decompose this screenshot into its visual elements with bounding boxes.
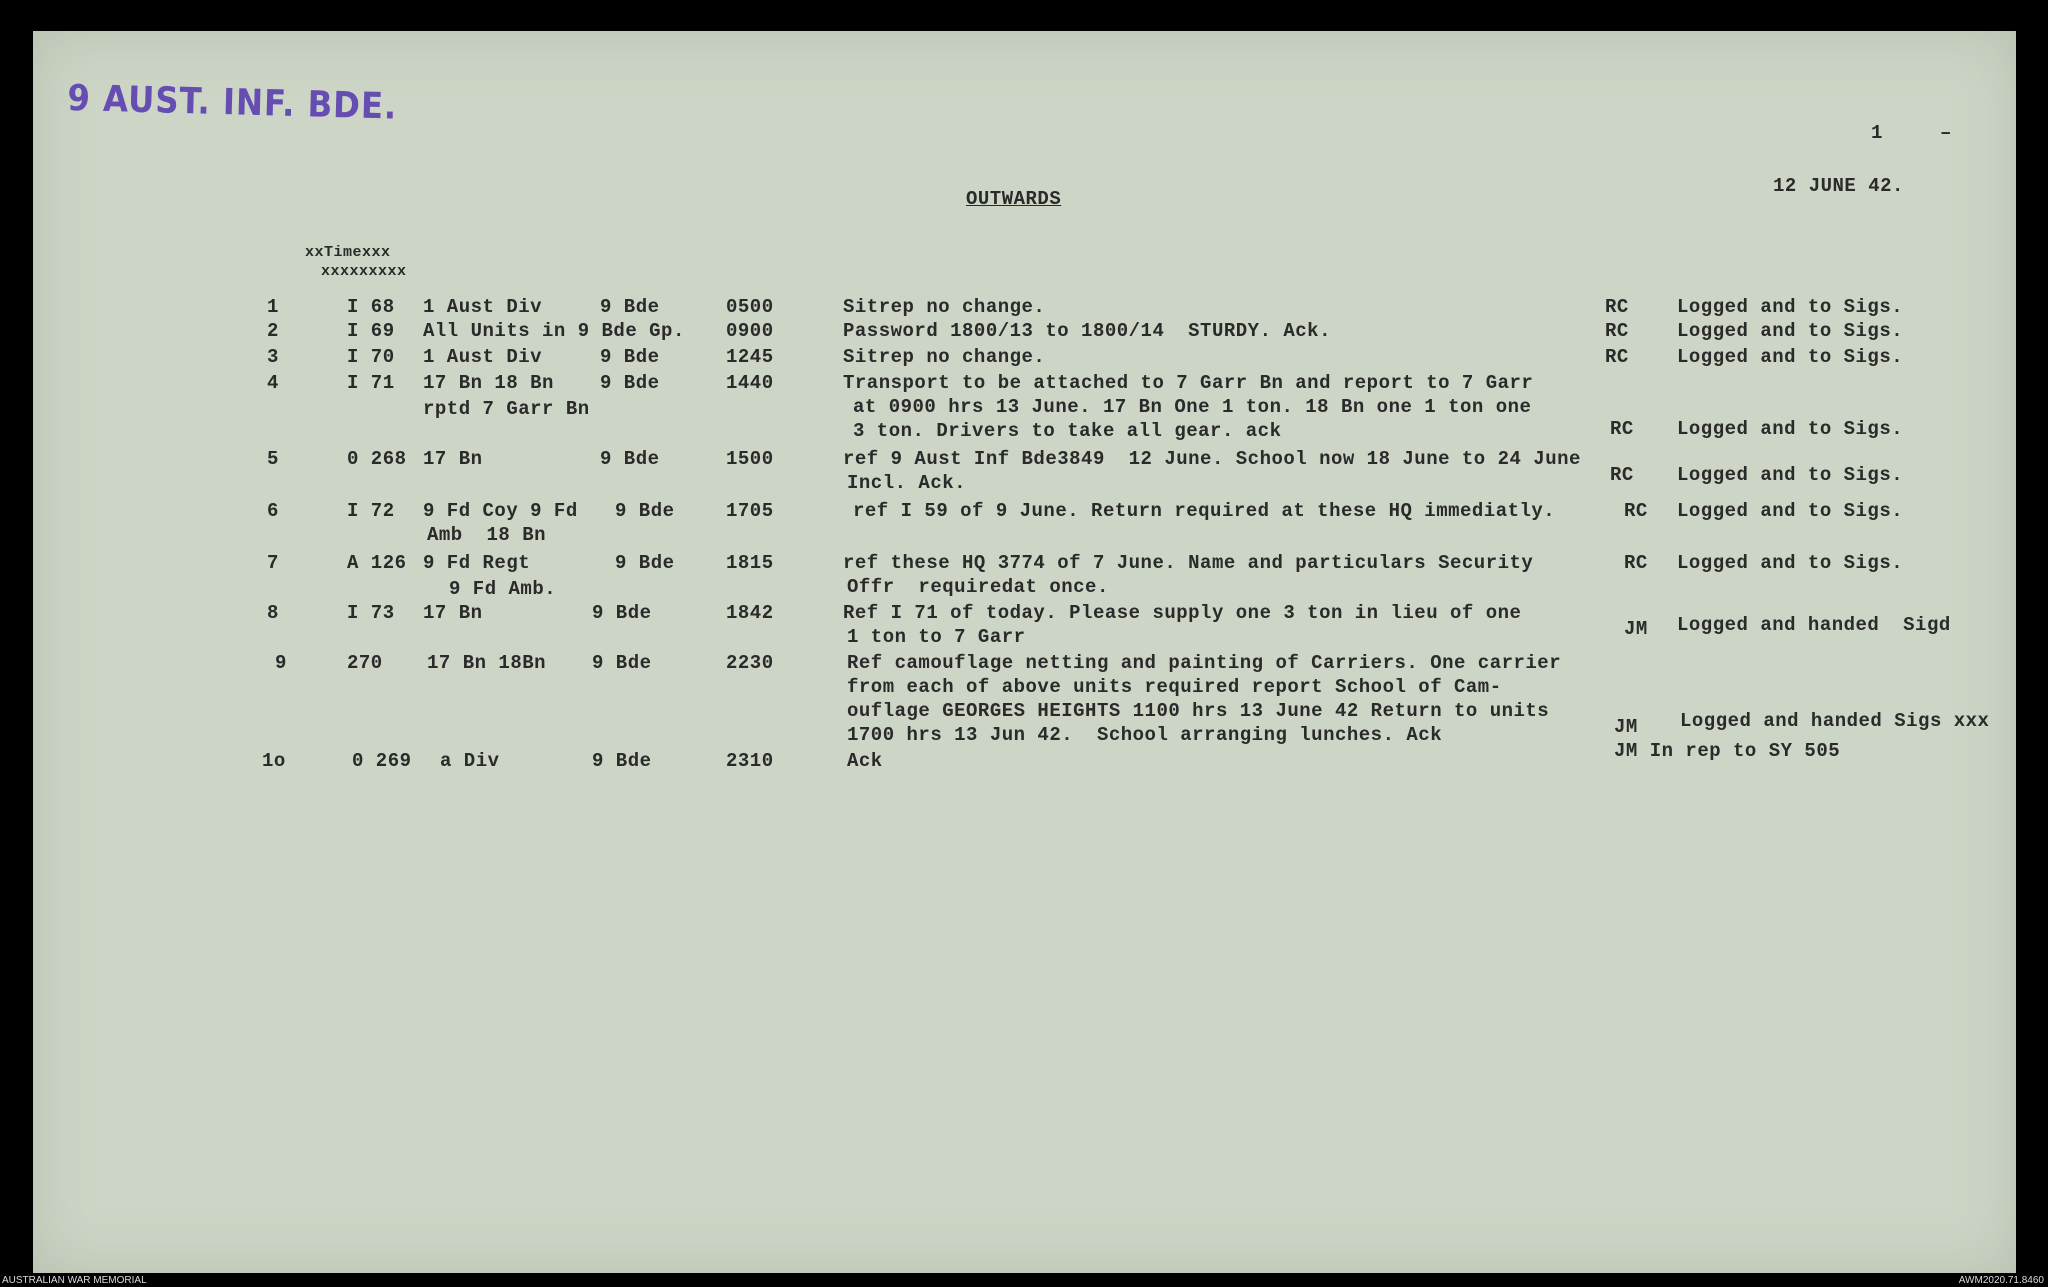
page-mark: – bbox=[1940, 122, 1952, 144]
row-time: 2230 bbox=[726, 652, 774, 674]
row-ref: I 71 bbox=[347, 372, 395, 394]
row-from: 9 Bde bbox=[592, 602, 652, 624]
row-to: 17 Bn bbox=[423, 448, 483, 470]
footer-credit: AUSTRALIAN WAR MEMORIAL bbox=[2, 1275, 147, 1286]
row-text: ref I 59 of 9 June. Return required at these HQ immediatly. bbox=[853, 500, 1556, 522]
row-initials: RC bbox=[1605, 296, 1629, 318]
row-ref: I 72 bbox=[347, 500, 395, 522]
row-action: Logged and to Sigs. bbox=[1677, 346, 1904, 368]
row-number: 4 bbox=[267, 372, 279, 394]
log-row-2 bbox=[0, 320, 2048, 344]
row-number: 5 bbox=[267, 448, 279, 470]
row-to: 9 Fd Regt bbox=[423, 552, 531, 574]
row-4-initials: RC bbox=[1610, 418, 1634, 440]
row-8-text-line-2: 1 ton to 7 Garr bbox=[847, 626, 1026, 648]
row-5-text-line-2: Incl. Ack. bbox=[847, 472, 967, 494]
log-row-3 bbox=[0, 346, 2048, 370]
row-action: Logged and to Sigs. bbox=[1677, 500, 1904, 522]
log-row-9 bbox=[0, 652, 2048, 676]
row-text: Sitrep no change. bbox=[843, 346, 1046, 368]
row-to: 1 Aust Div bbox=[423, 296, 543, 318]
row-10-action: JM In rep to SY 505 bbox=[1614, 740, 1841, 762]
row-number: 2 bbox=[267, 320, 279, 342]
row-4-text-line-3: 3 ton. Drivers to take all gear. ack bbox=[853, 420, 1282, 442]
row-number: 9 bbox=[275, 652, 287, 674]
row-text: Transport to be attached to 7 Garr Bn and report to 7 Garr bbox=[843, 372, 1534, 394]
row-initials: RC bbox=[1605, 346, 1629, 368]
row-from: 9 Bde bbox=[600, 448, 660, 470]
row-action: Logged and to Sigs. bbox=[1677, 320, 1904, 342]
row-ref: I 68 bbox=[347, 296, 395, 318]
row-number: 8 bbox=[267, 602, 279, 624]
unit-stamp: 9 AUST. INF. BDE. bbox=[66, 78, 398, 128]
row-text: Ref camouflage netting and painting of Carriers. One carrier bbox=[847, 652, 1562, 674]
row-text: Password 1800/13 to 1800/14 STURDY. Ack. bbox=[843, 320, 1331, 342]
log-row-1 bbox=[0, 296, 2048, 320]
row-ref: I 73 bbox=[347, 602, 395, 624]
row-to: 9 Fd Coy 9 Fd bbox=[423, 500, 578, 522]
row-ref: 0 269 bbox=[352, 750, 412, 772]
row-4-action: Logged and to Sigs. bbox=[1677, 418, 1904, 440]
footer-accession: AWM2020.71.8460 bbox=[1958, 1275, 2044, 1286]
row-time: 1815 bbox=[726, 552, 774, 574]
row-time: 2310 bbox=[726, 750, 774, 772]
row-5-initials: RC bbox=[1610, 464, 1634, 486]
row-time: 0500 bbox=[726, 296, 774, 318]
row-9-text-line-3: ouflage GEORGES HEIGHTS 1100 hrs 13 June 42 Return to units bbox=[847, 700, 1550, 722]
row-time: 0900 bbox=[726, 320, 774, 342]
row-8-initials: JM bbox=[1624, 618, 1648, 640]
row-number: 1o bbox=[262, 750, 286, 772]
row-ref: I 70 bbox=[347, 346, 395, 368]
row-time: 1500 bbox=[726, 448, 774, 470]
row-number: 6 bbox=[267, 500, 279, 522]
row-7-text-line-2: Offr requiredat once. bbox=[847, 576, 1109, 598]
row-9-text-line-2: from each of above units required report School of Cam- bbox=[847, 676, 1502, 698]
row-4-text-line-2: at 0900 hrs 13 June. 17 Bn One 1 ton. 18 Bn one 1 ton one bbox=[853, 396, 1532, 418]
row-to: 1 Aust Div bbox=[423, 346, 543, 368]
row-4-to-continuation: rptd 7 Garr Bn bbox=[423, 398, 590, 420]
row-ref: A 126 bbox=[347, 552, 407, 574]
row-text: Ack bbox=[847, 750, 883, 772]
log-row-7 bbox=[0, 552, 2048, 576]
row-9-initials: JM bbox=[1614, 716, 1638, 738]
row-text: Ref I 71 of today. Please supply one 3 ton in lieu of one bbox=[843, 602, 1522, 624]
row-from: 9 Bde bbox=[592, 750, 652, 772]
row-ref: 0 268 bbox=[347, 448, 407, 470]
row-text: ref these HQ 3774 of 7 June. Name and particulars Security bbox=[843, 552, 1534, 574]
row-to: 17 Bn 18 Bn bbox=[423, 372, 554, 394]
document-date: 12 JUNE 42. bbox=[1773, 175, 1904, 197]
row-from: 9 Bde bbox=[615, 500, 675, 522]
struck-heading: xxTimexxx bbox=[305, 244, 391, 261]
row-text: Sitrep no change. bbox=[843, 296, 1046, 318]
page-title: OUTWARDS bbox=[966, 188, 1062, 210]
row-to: 17 Bn bbox=[423, 602, 483, 624]
row-from: 9 Bde bbox=[600, 296, 660, 318]
row-action: Logged and to Sigs. bbox=[1677, 296, 1904, 318]
row-number: 7 bbox=[267, 552, 279, 574]
row-to: All Units in 9 Bde Gp. bbox=[423, 320, 685, 342]
row-7-to-continuation: 9 Fd Amb. bbox=[449, 578, 557, 600]
row-initials: RC bbox=[1624, 500, 1648, 522]
row-number: 3 bbox=[267, 346, 279, 368]
row-number: 1 bbox=[267, 296, 279, 318]
row-initials: RC bbox=[1605, 320, 1629, 342]
row-initials: RC bbox=[1624, 552, 1648, 574]
row-6-to-continuation: Amb 18 Bn bbox=[427, 524, 547, 546]
row-ref: 270 bbox=[347, 652, 383, 674]
row-from: 9 Bde bbox=[600, 372, 660, 394]
page-number: 1 bbox=[1871, 122, 1883, 144]
row-from: 9 Bde bbox=[600, 346, 660, 368]
row-time: 1705 bbox=[726, 500, 774, 522]
log-row-6 bbox=[0, 500, 2048, 524]
row-to: a Div bbox=[440, 750, 500, 772]
row-from: 9 Bde bbox=[615, 552, 675, 574]
row-5-action: Logged and to Sigs. bbox=[1677, 464, 1904, 486]
row-text: ref 9 Aust Inf Bde3849 12 June. School now 18 June to 24 June bbox=[843, 448, 1581, 470]
row-9-action: Logged and handed Sigs xxx bbox=[1680, 710, 1990, 732]
row-time: 1440 bbox=[726, 372, 774, 394]
log-row-4 bbox=[0, 372, 2048, 396]
row-9-text-line-4: 1700 hrs 13 Jun 42. School arranging lunches. Ack bbox=[847, 724, 1443, 746]
row-from: 9 Bde bbox=[592, 652, 652, 674]
row-8-action: Logged and handed Sigd bbox=[1677, 614, 1951, 636]
row-time: 1842 bbox=[726, 602, 774, 624]
row-to: 17 Bn 18Bn bbox=[427, 652, 547, 674]
struck-heading-2: xxxxxxxxx bbox=[321, 263, 407, 280]
row-time: 1245 bbox=[726, 346, 774, 368]
row-action: Logged and to Sigs. bbox=[1677, 552, 1904, 574]
row-ref: I 69 bbox=[347, 320, 395, 342]
